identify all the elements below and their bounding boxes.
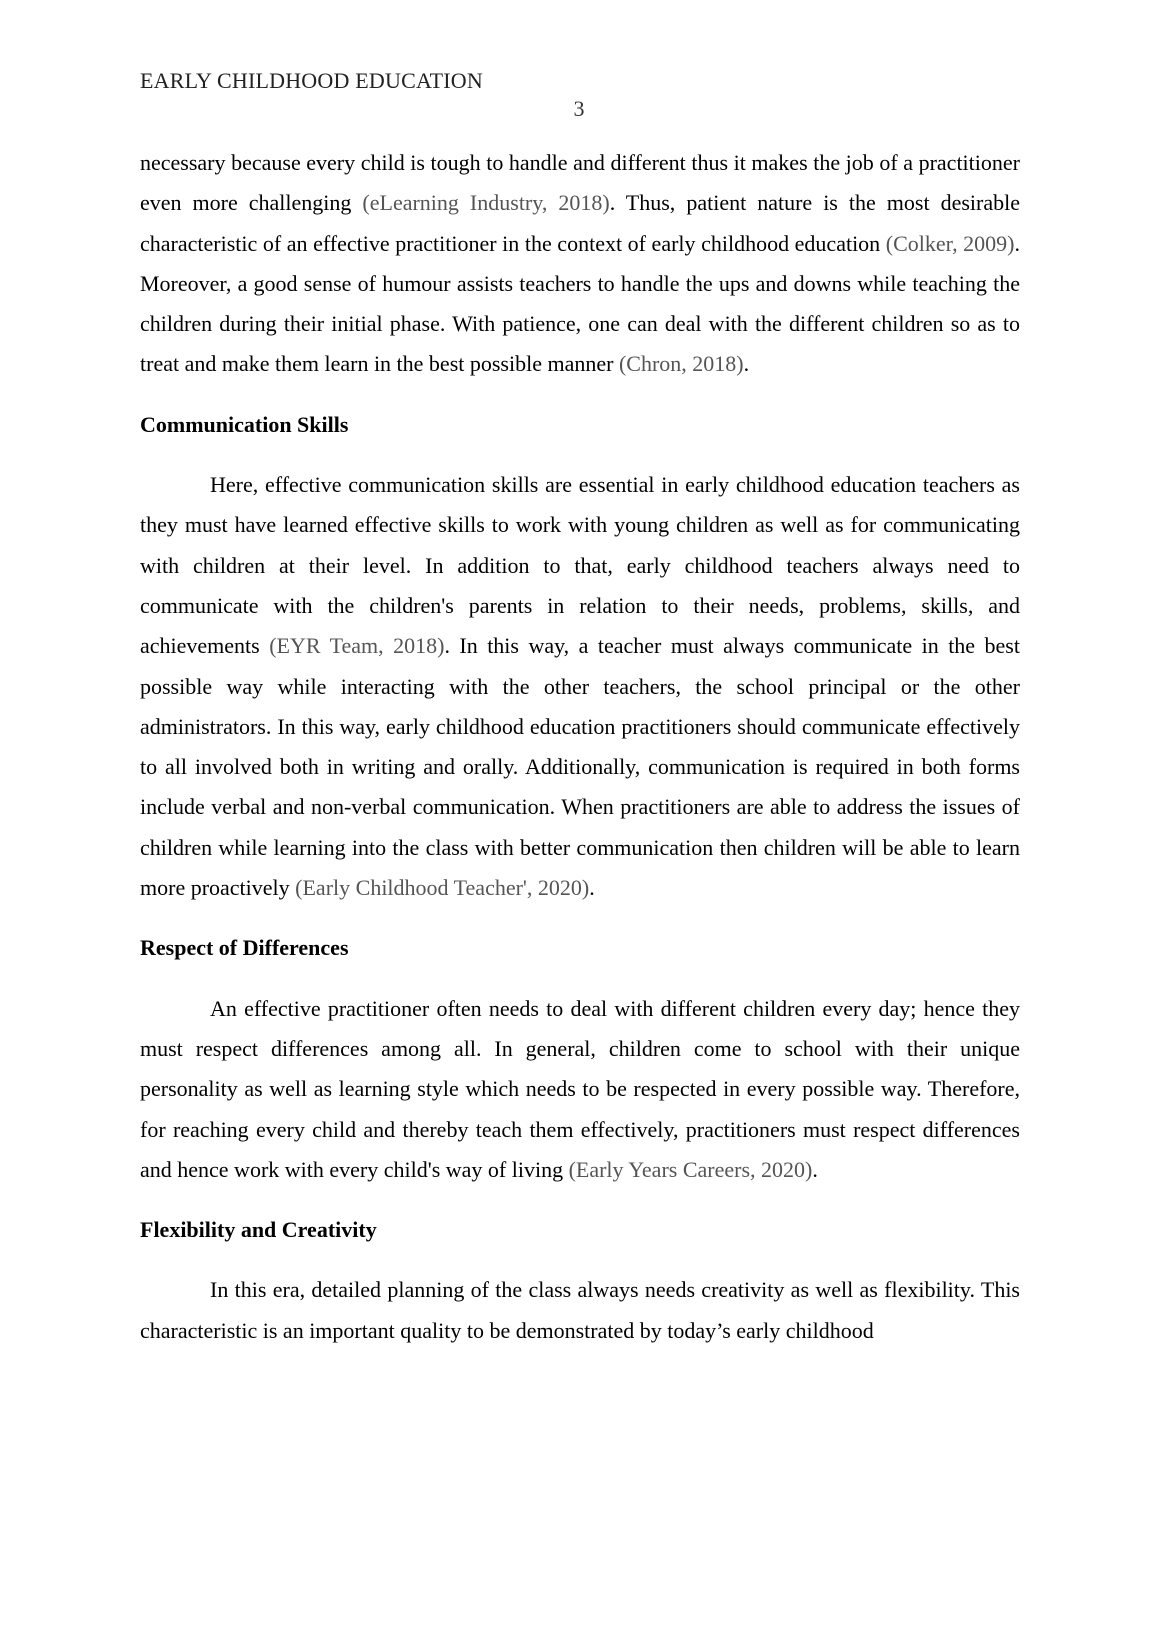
citation-early-childhood-teacher: (Early Childhood Teacher', 2020) [295, 875, 590, 901]
citation-early-years-careers: (Early Years Careers, 2020) [568, 1156, 813, 1182]
paragraph-text: . [812, 1156, 818, 1182]
citation-eyr-team: (EYR Team, 2018) [269, 633, 445, 659]
paragraph-text: necessary because every child is tough to handle and different thus it makes the job of a practitioner even more challenging [140, 150, 1020, 216]
paragraph-text: Here, effective communication skills are essential in early childhood education teachers as they must have learned effective skills to work with young children as well as for communicating with children at their level. In addition to that, early childhood teachers always need to communicate with the children's parents in relation to their needs, problems, skills, and achievements [140, 472, 1020, 659]
running-head: EARLY CHILDHOOD EDUCATION [140, 68, 483, 93]
citation-colker: (Colker, 2009) [885, 230, 1015, 256]
document-body [140, 143, 1020, 1351]
heading-communication-skills: Communication Skills [140, 411, 349, 437]
paragraph-text: . In this way, a teacher must always communicate in the best possible way while interacting with the other teachers, the school principal or the other administrators. In this way, early childhood education practitioners should communicate effectively to all involved both in writing and orally. Additionally, communication is required in both forms include verbal and non-verbal communication. When practitioners are able to address the issues of children while learning into the class with better communication then children will be able to learn more proactively [140, 633, 1020, 901]
paragraph-patience [140, 143, 1020, 385]
heading-flexibility-and-creativity: Flexibility and Creativity [140, 1217, 377, 1243]
paragraph-communication [140, 465, 1020, 908]
paragraph-text: . Thus, patient nature is the most desirable characteristic of an effective practitioner in the context of early childhood education [140, 190, 1020, 256]
paragraph-text: . [589, 875, 595, 901]
heading-respect-of-differences: Respect of Differences [140, 935, 349, 961]
paragraph-text: In this era, detailed planning of the class always needs creativity as well as flexibility. This characteristic is an important quality to be demonstrated by today’s early childhood [140, 1277, 1020, 1343]
paragraph-text: . [743, 351, 750, 377]
paragraph-text: An effective practitioner often needs to deal with different children every day; hence they must respect differences among all. In general, children come to school with their unique personality as well as learning style which needs to be respected in every possible way. Therefore, for reaching every child and thereby teach them effectively, practitioners must respect differences and hence work with every child's way of living [140, 995, 1020, 1182]
paragraph-flexibility [140, 1270, 1020, 1351]
page-number: 3 [573, 96, 585, 121]
citation-chron: (Chron, 2018) [618, 351, 744, 377]
paragraph-text: . Moreover, a good sense of humour assists teachers to handle the ups and downs while teaching the children during their initial phase. With patience, one can deal with the different children so as to treat and make them learn in the best possible manner [140, 230, 1020, 377]
paragraph-respect [140, 989, 1020, 1190]
citation-elearning-industry: (eLearning Industry, 2018) [362, 190, 610, 216]
